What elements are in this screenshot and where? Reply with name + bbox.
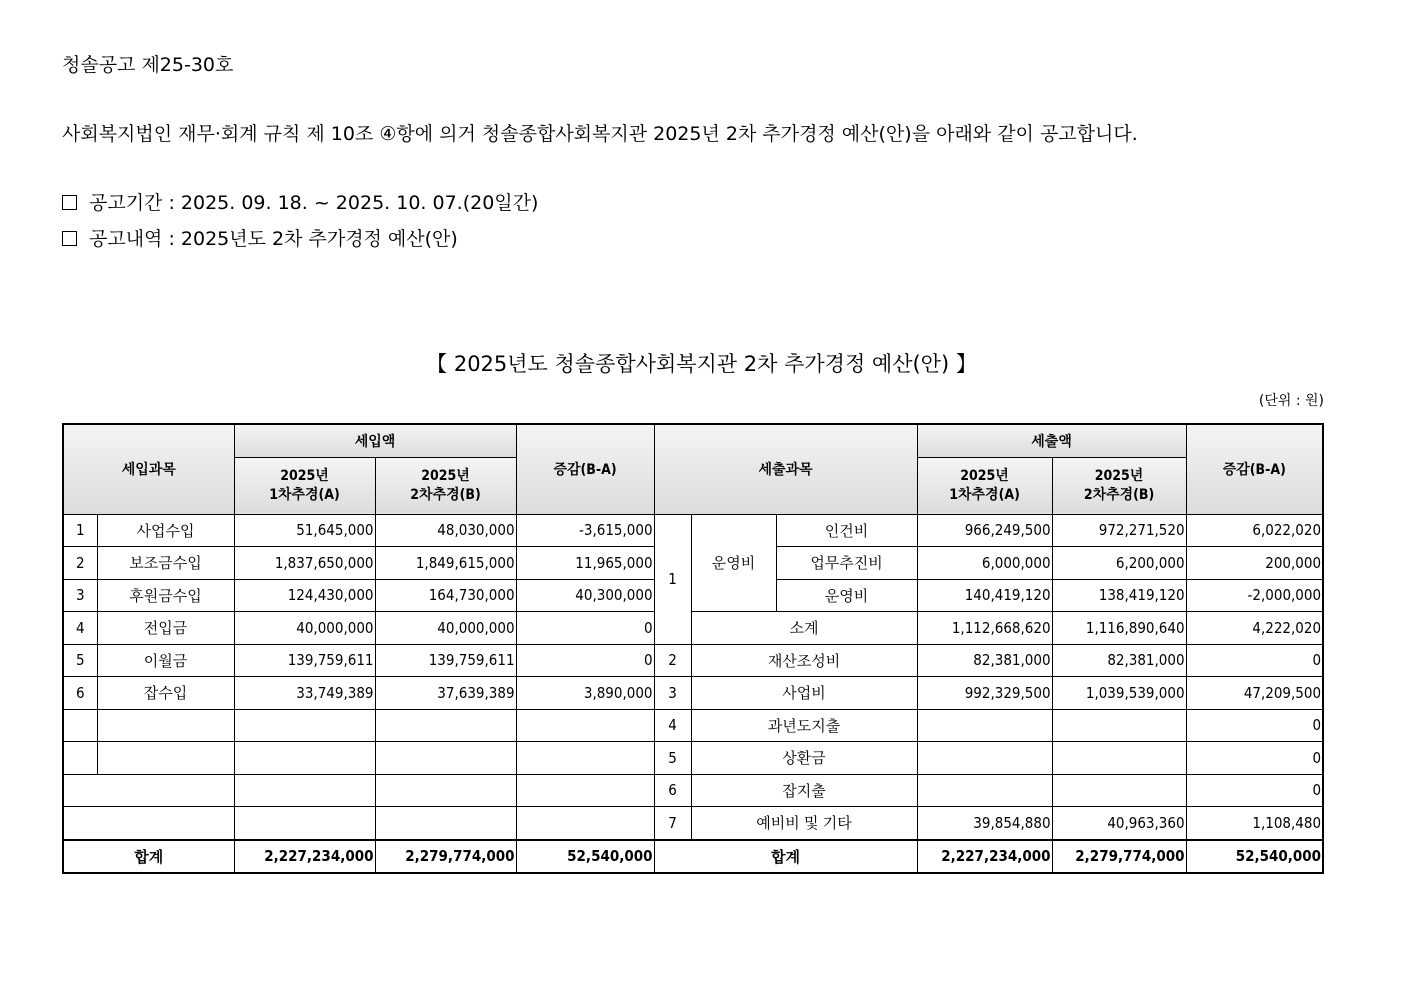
exp-a: 6,000,000 [917,547,1052,580]
exp-d: 0 [1186,774,1323,807]
unit-label: (단위 : 원) [1258,393,1324,409]
rev-a: 40,000,000 [234,612,375,645]
rev-b: 164,730,000 [375,579,516,612]
exp-name: 재산조성비 [691,644,917,677]
rev-name: 후원금수입 [97,579,234,612]
exp-b: 40,963,360 [1052,807,1186,840]
table-row [63,644,1323,677]
empty-cell [234,742,375,775]
exp-total-label: 합계 [654,840,917,874]
empty-cell [97,709,234,742]
exp-total-b: 2,279,774,000 [1052,840,1186,874]
exp-subtotal-label: 소계 [691,612,917,645]
exp-d: 200,000 [1186,547,1323,580]
exp-b: 6,200,000 [1052,547,1186,580]
exp-a: 966,249,500 [917,514,1052,547]
exp-b: 82,381,000 [1052,644,1186,677]
table-row [63,709,1323,742]
notice-details-line [62,224,458,251]
exp-total-a: 2,227,234,000 [917,840,1052,874]
exp-subject-header: 세출과목 [654,424,917,514]
rev-no: 1 [63,514,97,547]
exp-d: 0 [1186,644,1323,677]
rev-d: 0 [516,612,654,645]
exp-name: 예비비 및 기타 [691,807,917,840]
exp-no: 5 [654,742,691,775]
rev-name: 잡수입 [97,677,234,710]
rev-a: 124,430,000 [234,579,375,612]
exp-d: -2,000,000 [1186,579,1323,612]
rev-a: 51,645,000 [234,514,375,547]
exp-d: 6,022,020 [1186,514,1323,547]
rev-amount-header: 세입액 [234,424,516,457]
table-row [63,612,1323,645]
rev-b: 37,639,389 [375,677,516,710]
rev-subject-header: 세입과목 [63,424,234,514]
intro-paragraph: 사회복지법인 재무·회계 규칙 제 10조 ④항에 의거 청솔종합사회복지관 2025년 2차 추가경정 예산(안)을 아래와 같이 공고합니다. [62,123,1138,145]
empty-cell [63,774,234,807]
notice-period: 공고기간 : 2025. 09. 18. ~ 2025. 10. 07.(20일간) [89,192,539,214]
empty-cell [375,774,516,807]
empty-cell [63,807,234,840]
exp-name: 과년도지출 [691,709,917,742]
exp-no: 7 [654,807,691,840]
rev-no: 5 [63,644,97,677]
rev-name: 보조금수입 [97,547,234,580]
exp-b: 138,419,120 [1052,579,1186,612]
empty-cell [97,742,234,775]
table-row [63,514,1323,547]
exp-group-no: 1 [654,514,691,644]
exp-a [917,709,1052,742]
rev-name: 이월금 [97,644,234,677]
table-row [63,677,1323,710]
rev-name: 전입금 [97,612,234,645]
exp-b: 972,271,520 [1052,514,1186,547]
exp-no: 2 [654,644,691,677]
empty-cell [516,774,654,807]
rev-d: 40,300,000 [516,579,654,612]
exp-d: 4,222,020 [1186,612,1323,645]
exp-d: 47,209,500 [1186,677,1323,710]
exp-a: 140,419,120 [917,579,1052,612]
rev-d: -3,615,000 [516,514,654,547]
empty-cell [234,807,375,840]
exp-no: 3 [654,677,691,710]
exp-b: 1,039,539,000 [1052,677,1186,710]
rev-d: 11,965,000 [516,547,654,580]
exp-a: 1,112,668,620 [917,612,1052,645]
exp-item-name: 운영비 [776,579,917,612]
exp-item-name: 업무추진비 [776,547,917,580]
rev-d: 0 [516,644,654,677]
rev-a: 139,759,611 [234,644,375,677]
rev-d: 3,890,000 [516,677,654,710]
rev-no: 6 [63,677,97,710]
checkbox-square-icon [62,195,77,210]
exp-total-d: 52,540,000 [1186,840,1323,874]
exp-a [917,742,1052,775]
exp-b: 1,116,890,640 [1052,612,1186,645]
rev-col-a-header: 2025년 1차추경(A) [234,457,375,514]
rev-col-b-header: 2025년 2차추경(B) [375,457,516,514]
exp-group-name: 운영비 [691,514,776,612]
budget-table [62,423,1324,874]
exp-diff-header: 증감(B-A) [1186,424,1323,514]
empty-cell [375,709,516,742]
rev-diff-header: 증감(B-A) [516,424,654,514]
empty-cell [63,709,97,742]
empty-cell [234,709,375,742]
exp-no: 6 [654,774,691,807]
empty-cell [375,742,516,775]
table-row [63,774,1323,807]
rev-no: 2 [63,547,97,580]
exp-item-name: 인건비 [776,514,917,547]
empty-cell [234,774,375,807]
notice-period-line [62,188,538,215]
empty-cell [516,807,654,840]
table-title: 【 2025년도 청솔종합사회복지관 2차 추가경정 예산(안) 】 [426,352,977,376]
empty-cell [375,807,516,840]
exp-a: 39,854,880 [917,807,1052,840]
exp-a [917,774,1052,807]
empty-cell [63,742,97,775]
total-row [63,840,1323,874]
exp-d: 0 [1186,742,1323,775]
empty-cell [516,709,654,742]
exp-b [1052,774,1186,807]
table-row [63,742,1323,775]
exp-b [1052,742,1186,775]
rev-b: 1,849,615,000 [375,547,516,580]
rev-a: 33,749,389 [234,677,375,710]
table-row [63,807,1323,840]
exp-no: 4 [654,709,691,742]
exp-d: 0 [1186,709,1323,742]
notice-details: 공고내역 : 2025년도 2차 추가경정 예산(안) [89,228,458,250]
exp-col-a-header: 2025년 1차추경(A) [917,457,1052,514]
exp-name: 사업비 [691,677,917,710]
exp-col-b-header: 2025년 2차추경(B) [1052,457,1186,514]
checkbox-square-icon [62,231,77,246]
rev-b: 48,030,000 [375,514,516,547]
rev-b: 139,759,611 [375,644,516,677]
rev-name: 사업수입 [97,514,234,547]
exp-name: 잡지출 [691,774,917,807]
exp-amount-header: 세출액 [917,424,1186,457]
rev-total-label: 합계 [63,840,234,874]
exp-a: 82,381,000 [917,644,1052,677]
rev-a: 1,837,650,000 [234,547,375,580]
rev-no: 4 [63,612,97,645]
exp-name: 상환금 [691,742,917,775]
rev-total-d: 52,540,000 [516,840,654,874]
notice-number: 청솔공고 제25-30호 [62,54,234,76]
rev-no: 3 [63,579,97,612]
rev-b: 40,000,000 [375,612,516,645]
rev-total-b: 2,279,774,000 [375,840,516,874]
exp-b [1052,709,1186,742]
empty-cell [516,742,654,775]
rev-total-a: 2,227,234,000 [234,840,375,874]
exp-d: 1,108,480 [1186,807,1323,840]
exp-a: 992,329,500 [917,677,1052,710]
